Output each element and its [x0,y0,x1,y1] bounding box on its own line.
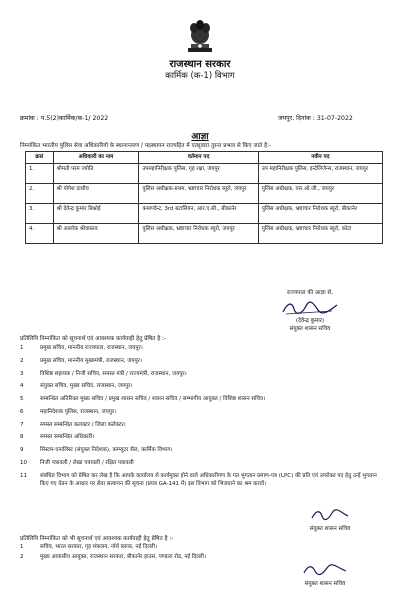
order-number: क्रमांक : प.5(2)कार्मिक/क-1/ 2022 [20,115,109,122]
table-row [26,164,383,184]
department-title: कार्मिक (क-1) विभाग [165,71,235,81]
column-header: नवीन पद [258,152,382,164]
officer-name: श्री देवेन्द्र कुमार बिश्नोई [53,204,139,224]
signature-block [290,508,370,532]
list-item: 7 समस्त सम्बन्धित कलक्टर / जिला कलेक्टर। [20,421,126,428]
row-number: 2. [26,184,54,204]
copy-list [20,345,385,493]
table-row [26,184,383,204]
current-post: पुलिस अधीक्षक, भ्रष्टाचार निरोधक ब्यूरो, जयपुर [139,224,258,244]
copy-heading: प्रतिलिपि निम्नांकित को भी सूचनार्थ एवं आवश्यक कार्यवाही हेतु प्रेषित है :- [20,536,174,542]
list-item: 4 संयुक्त सचिव, मुख्य सचिव, राजस्थान, जयपुर। [20,383,133,390]
list-item: 3 विशिष्ठ सहायक / निजी सचिव, समस्त मंत्री / राज्यमंत्री, राजस्थान, जयपुर। [20,370,187,377]
transfer-table [25,151,383,244]
signatory-title: संयुक्त शासन सचिव [309,526,351,532]
current-post: पुलिस अधीक्षक-प्रथम, भ्रष्टाचार निरोधक ब्यूरो, जयपुर [139,184,258,204]
row-number: 1. [26,164,54,184]
column-header: अधिकारी का नाम [53,152,139,164]
list-item: 1 प्रमुख सचिव, माननीय राज्यपाल, राजस्थान, जयपुर। [20,345,143,351]
new-post: पुलिस अधीक्षक, भ्रष्टाचार निरोधक ब्यूरो, बीकानेर [258,204,382,224]
order-intro: निम्नांकित भारतीय पुलिस सेवा अधिकारियों के स्थानान्तरण / पदस्थापन राज्यहित में एतद्द्वारा तुरन्त प्रभाव से किए जाते है:- [20,143,272,149]
officer-name: श्रीमती परम ज्योति [53,164,139,184]
signature-block [255,288,365,332]
signature-image [302,563,348,577]
list-item: 11 संबंधित विभाग को प्रेषित कर लेख है कि आपके कार्यालय से कार्यमुक्त होने वाले अधिकारीगण के गत भुगतान प्रमाण-पत्र (LPC) की प्रति एवं उपरोक्त पद हेतु उन्हें भुगतान किए गए वेतन के आधार पर सेवा सत्यापन की सूचना (प्रपत्र GA-141 में) इस विभाग को भिजवाने का श्रम करावें। [20,472,377,487]
signatory-title: संयुक्त शासन सचिव [289,326,331,332]
current-post: कमाण्डेन्ट, 3rd बटालियन, आर.ए.सी., बीकानेर [139,204,258,224]
officer-name: श्री योगेश दाधीच [53,184,139,204]
signatory-name: (देवेन्द्र कुमार) [295,318,325,324]
authority-line: राज्यपाल की आज्ञा से, [287,290,333,296]
order-date: जयपुर, दिनांक : 31-07-2022 [278,115,353,122]
org-title: राजस्थान सरकार [169,59,231,70]
list-item: 10 निजी पत्रावली / लेखा पत्रावली / रक्षित पत्रावली [20,459,134,466]
officer-name: श्री आलोक श्रीवास्तव [53,224,139,244]
order-heading: आज्ञा [191,132,209,142]
list-item: 6 महानिदेशक पुलिस, राजस्थान, जयपुर। [20,408,117,415]
table-header-row [26,152,383,164]
new-post: उप महानिरीक्षक पुलिस, इन्टेलिजेन्स, राजस्थान, जयपुर [258,164,382,184]
current-post: उपमहानिरीक्षक पुलिस, गृह रक्षा, जयपुर [139,164,258,184]
signature-block [275,563,375,587]
row-number: 4. [26,224,54,244]
list-item: 9 सिस्टम-एनालिस्ट (संयुक्त निदेशक), कम्प्यूटर सैल, कार्मिक विभाग। [20,447,173,454]
list-item: 1 सचिव, भारत सरकार, गृह मंत्रालय, नॉर्थ ब्लाक, नई दिल्ली। [20,544,157,550]
row-number: 3. [26,204,54,224]
new-post: पुलिस अधीक्षक, भ्रष्टाचार निरोधक ब्यूरो, कोटा [258,224,382,244]
column-header: क्रसं [26,152,54,164]
table-row [26,204,383,224]
column-header: वर्तमान पद [139,152,258,164]
signature-image [310,508,350,522]
signature-image [280,300,340,316]
national-emblem-icon [185,18,215,54]
list-item: 8 समस्त सम्बन्धित अधिकारी। [20,434,95,441]
copy-heading: प्रतिलिपि निम्नांकित को सूचनार्थ एवं आवश्यक कार्यवाही हेतु प्रेषित है :- [20,336,167,342]
new-post: पुलिस अधीक्षक, एस.ओ.जी., जयपुर [258,184,382,204]
table-row [26,224,383,244]
list-item: 5 सम्बन्धित अतिरिक्त मुख्य सचिव / प्रमुख शासन सचिव / शासन सचिव / सम्भागीय आयुक्त / विशिष्ठ शासन सचिव। [20,396,266,403]
list-item: 2 मुख्य आवासीय आयुक्त, राजस्थान सरकार, बीकानेर हाउस, पण्डारा रोड, नई दिल्ली। [20,553,206,560]
list-item: 2 प्रमुख सचिव, माननीय मुख्यमंत्री, राजस्थान, जयपुर। [20,357,142,364]
copy-list [20,544,385,564]
signatory-title: संयुक्त शासन सचिव [304,581,346,587]
